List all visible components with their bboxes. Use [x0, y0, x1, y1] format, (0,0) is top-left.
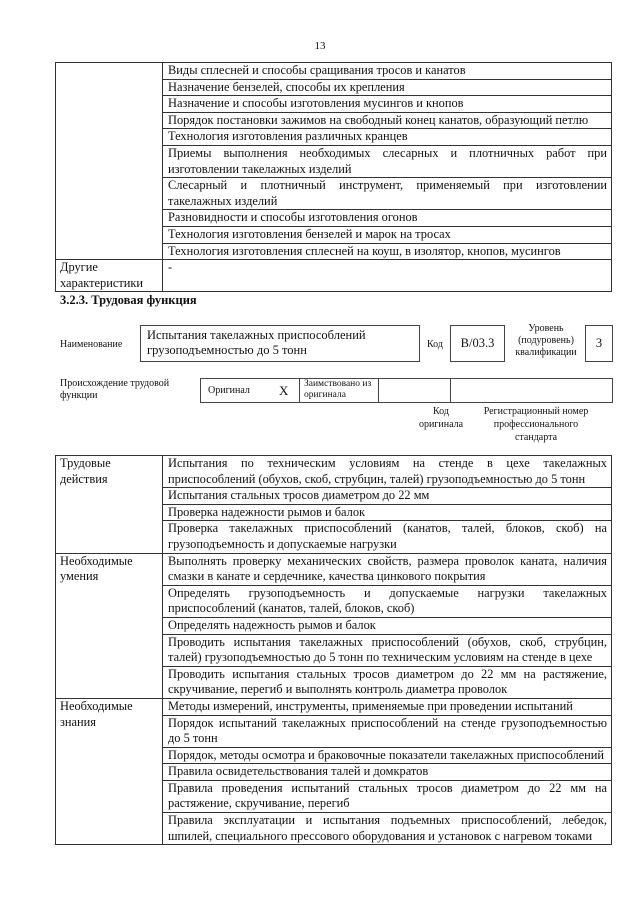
reg-number-cell [450, 378, 613, 403]
knowledge-item: Технология изготовления различных кранцев [163, 129, 612, 146]
section-item: Определять надежность рымов и балок [163, 617, 612, 634]
knowledge-continuation-table [55, 62, 612, 292]
code-field: B/03.3 [450, 325, 505, 362]
section-item: Порядок, методы осмотра и браковочные показатели такелажных приспособлений [163, 747, 612, 764]
level-field: 3 [585, 325, 613, 362]
section-item: Порядок испытаний такелажных приспособлений на стенде грузоподъемностью до 5 тонн [163, 715, 612, 747]
section-item: Проверка такелажных приспособлений (канатов, талей, блоков, скоб) на грузоподъемность и допускаемые нагрузки [163, 521, 612, 553]
section-item: Правила проведения испытаний стальных тросов диаметром до 22 мм на растяжение, скручивание, перегиб [163, 780, 612, 812]
table-row [56, 698, 612, 715]
other-characteristics-label: Другие характеристики [56, 260, 163, 292]
knowledge-item: Приемы выполнения необходимых слесарных и плотничных работ при изготовлении такелажных изделий [163, 145, 612, 177]
section-item: Испытания по техническим условиям на стенде в цехе такелажных приспособлений (обухов, скоб, струбцин, талей) грузоподъемностью до 5 тонн [163, 456, 612, 488]
original-code-cell [378, 378, 451, 403]
name-label: Наименование [60, 339, 123, 350]
section-item: Выполнять проверку механических свойств, размера проволок каната, наличия смазки в канате и сердечнике, качества цинкового покрытия [163, 553, 612, 585]
section-label: Необходимые знания [56, 698, 163, 844]
section-item: Определять грузоподъемность и допускаемые нагрузки такелажных приспособлений (канатов, талей, блоков, скоб) [163, 585, 612, 617]
original-label: Оригинал [208, 385, 250, 396]
knowledge-item: Назначение бензелей, способы их крепления [163, 79, 612, 96]
borrowed-cell: Заимствовано из оригинала [299, 378, 379, 403]
reg-number-caption: Регистрационный номер профессионального стандарта [483, 406, 589, 443]
section-label: Необходимые умения [56, 553, 163, 698]
function-name-field: Испытания такелажных приспособлений грузоподъемностью до 5 тонн [140, 325, 420, 362]
row-label-empty [56, 63, 163, 260]
original-cell [200, 378, 300, 403]
table-row [56, 456, 612, 488]
function-details-table [55, 455, 612, 845]
section-item: Методы измерений, инструменты, применяемые при проведении испытаний [163, 698, 612, 715]
knowledge-item: Разновидности и способы изготовления огонов [163, 210, 612, 227]
level-label: Уровень (подуровень) квалификации [515, 323, 577, 358]
section-item: Правила эксплуатации и испытания подъемных приспособлений, лебедок, шпилей, специального прессового оборудования и установок с нагревом токами [163, 813, 612, 845]
origin-label: Происхождение трудовой функции [60, 378, 170, 401]
knowledge-item: Назначение и способы изготовления мусингов и кнопов [163, 96, 612, 113]
section-item: Правила освидетельствования талей и домкратов [163, 764, 612, 781]
knowledge-item: Порядок постановки зажимов на свободный конец канатов, образующий петлю [163, 112, 612, 129]
table-row [56, 63, 612, 80]
section-item: Испытания стальных тросов диаметром до 22 мм [163, 488, 612, 505]
other-characteristics-value: - [163, 260, 612, 292]
original-code-caption: Код оригинала [418, 406, 464, 430]
knowledge-item: Технология изготовления бензелей и марок на тросах [163, 226, 612, 243]
code-label: Код [427, 339, 443, 350]
section-item: Проверка надежности рымов и балок [163, 504, 612, 521]
section-item: Проводить испытания такелажных приспособлений (обухов, скоб, струбцин, талей) грузоподъемностью до 5 тонн по техническим условиям на стенде в цехе [163, 634, 612, 666]
section-heading: 3.2.3. Трудовая функция [60, 293, 197, 307]
section-label: Трудовые действия [56, 456, 163, 554]
section-item: Проводить испытания стальных тросов диаметром до 22 мм на растяжение, скручивание, перегиб и выполнять контроль диаметра проволок [163, 666, 612, 698]
table-row [56, 260, 612, 292]
knowledge-item: Слесарный и плотничный инструмент, применяемый при изготовлении такелажных изделий [163, 178, 612, 210]
original-mark: X [279, 383, 289, 398]
knowledge-item: Виды сплесней и способы сращивания тросов и канатов [163, 63, 612, 80]
page-number: 13 [314, 40, 326, 52]
knowledge-item: Технология изготовления сплесней на коуш, в изолятор, кнопов, мусингов [163, 243, 612, 260]
table-row [56, 553, 612, 585]
